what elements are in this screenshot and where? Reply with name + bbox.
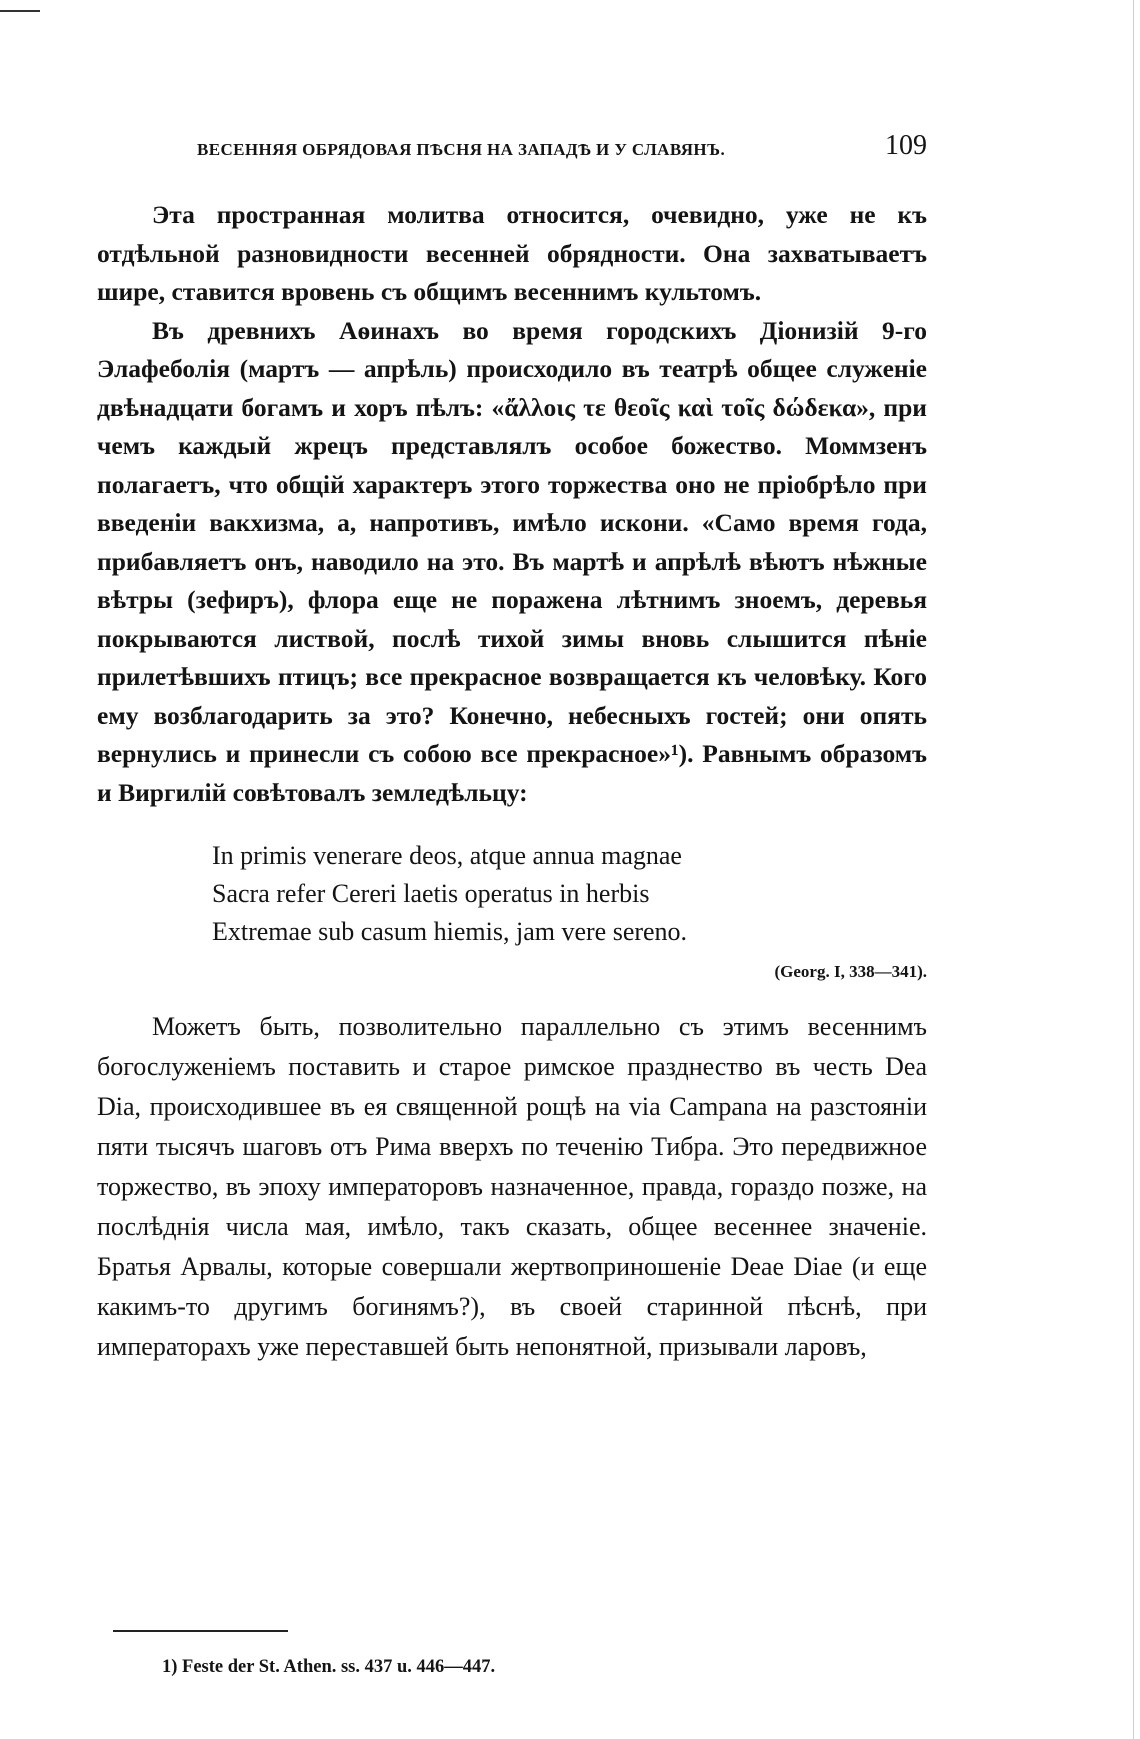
main-text bbox=[97, 196, 927, 1367]
latin-verse bbox=[212, 837, 927, 987]
paragraph-dea-dia: Можетъ быть, позволительно параллельно съ этимъ весеннимъ богослуженіемъ поставить и старое римское празднество въ честь Dea Dia, происходившее въ ея священной рощѣ на via Campana на разстояніи пяти тысячъ шаговъ отъ Рима вверхъ по теченію Тибра. Это передвижное торжество, въ эпоху императоровъ назначенное, правда, гораздо позже, на послѣднія числа мая, имѣло, такъ сказать, общее весеннее значеніе. Братья Арвалы, которые совершали жертвоприношеніе Deae Diae (и еще какимъ-то другимъ богинямъ?), въ своей старинной пѣснѣ, при императорахъ уже переставшей быть непонятной, призывали ларовъ, bbox=[97, 1012, 927, 1361]
paragraph-athens: Въ древнихъ Аѳинахъ во время городскихъ Діонизій 9-го Элафеболія (мартъ — апрѣль) происходило въ театрѣ общее служеніе двѣнадцати богамъ и хоръ пѣлъ: «ἄλλοις τε θεοῖς καὶ τοῖς δώδεκα», при чемъ каждый жрецъ представлялъ особое божество. Моммзенъ полагаетъ, что общій характеръ этого торжества оно не пріобрѣло при введеніи вакхизма, а, напротивъ, имѣло искони. «Само время года, прибавляетъ онъ, наводило на это. Въ мартѣ и апрѣлѣ вѣютъ нѣжные вѣтры (зефиръ), флора еще не поражена лѣтнимъ зноемъ, деревья покрываются листвой, послѣ тихой зимы вновь слышится пѣніе прилетѣвшихъ птицъ; все прекрасное возвращается къ человѣку. Кого ему возблагодарить за это? Конечно, небесныхъ гостей; они опять вернулись и принесли съ собою все прекрасное»¹). Равнымъ образомъ и Виргилій совѣтовалъ земледѣльцу: bbox=[97, 315, 927, 807]
scan-edge-mark bbox=[0, 10, 40, 12]
verse-line: Sacra refer Cereri laetis operatus in herbis bbox=[212, 879, 650, 908]
footnote-divider bbox=[113, 1630, 288, 1632]
page-edge-line bbox=[1133, 0, 1134, 1739]
verse-line: Extremae sub casum hiemis, jam vere sereno. bbox=[212, 917, 688, 946]
verse-line: In primis venerare deos, atque annua magnae bbox=[212, 841, 682, 870]
running-head: ВЕСЕННЯЯ ОБРЯДОВАЯ ПѢСНЯ НА ЗАПАДѢ И У СЛАВЯНЪ. bbox=[197, 140, 726, 159]
paragraph-prayer: Эта пространная молитва относится, очевидно, уже не къ отдѣльной разновидности весенней обрядности. Она захватываетъ шире, ставится вровень съ общимъ весеннимъ культомъ. bbox=[97, 200, 927, 306]
page-header bbox=[197, 130, 927, 170]
footnote: 1) Feste der St. Athen. ss. 437 u. 446—447. bbox=[162, 1657, 496, 1677]
verse-citation: (Georg. I, 338—341). bbox=[774, 962, 927, 981]
page-number: 109 bbox=[885, 130, 927, 161]
